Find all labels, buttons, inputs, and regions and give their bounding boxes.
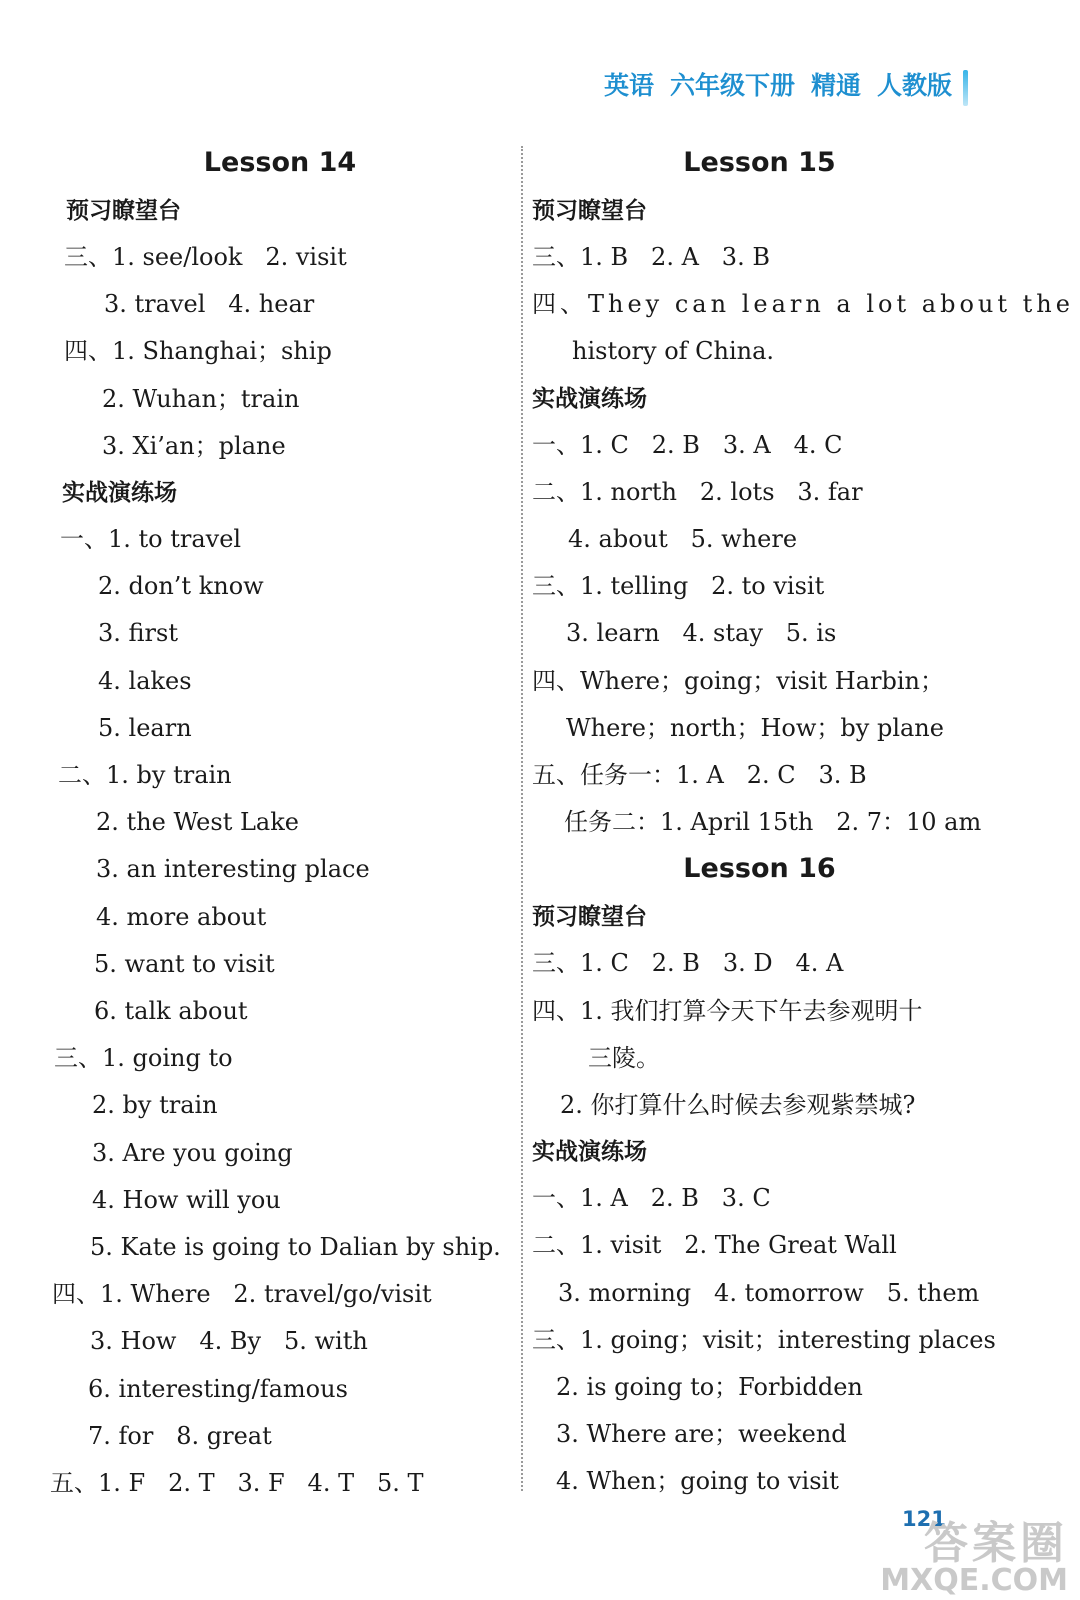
answer-line: 2. by train (92, 1091, 218, 1120)
watermark-text: 答案圈 (924, 1518, 1068, 1569)
answer-line: 4. How will you (92, 1185, 281, 1214)
answer-line: 四、1. Shanghai；ship (64, 337, 332, 366)
answer-line: 三陵。 (588, 1043, 660, 1072)
answer-line: 二、1. visit 2. The Great Wall (532, 1231, 897, 1260)
answer-line: 一、1. A 2. B 3. C (532, 1184, 771, 1213)
answer-line: 3. How 4. By 5. with (90, 1327, 368, 1356)
answer-line: 2. the West Lake (96, 808, 299, 837)
answer-line: 4. about 5. where (568, 525, 798, 554)
answer-line: 4. more about (96, 902, 267, 931)
answer-line: 五、任务一：1. A 2. C 3. B (532, 761, 867, 790)
header-subject: 英语 (603, 71, 654, 100)
answer-line: 3. Where are；weekend (556, 1420, 847, 1449)
answer-line: 四、Where；going；visit Harbin； (532, 666, 945, 695)
right-column (532, 140, 1074, 1506)
answer-line: 三、1. going；visit；interesting places (532, 1325, 996, 1354)
answer-line: 一、1. to travel (60, 525, 242, 554)
page-number: 121 (902, 1507, 946, 1531)
header-grade: 六年级下册 (669, 71, 795, 100)
left-column (50, 140, 510, 1507)
answer-line: 3. first (98, 619, 178, 648)
answer-line: 4. When；going to visit (556, 1467, 839, 1496)
answer-line: history of China. (572, 337, 775, 366)
header-edition: 人教版 (876, 71, 952, 100)
answer-line: 四、They can learn a lot about the (532, 290, 1074, 319)
section-practice: 实战演练场 (532, 1139, 647, 1166)
answer-line: 三、1. going to (54, 1044, 233, 1073)
answer-line: 2. don’t know (98, 572, 264, 601)
section-preview: 预习瞭望台 (66, 198, 181, 224)
answer-line: 任务二：1. April 15th 2. 7：10 am (564, 808, 982, 837)
answer-line: Where；north；How；by plane (566, 713, 944, 742)
header-accent-bar (963, 70, 968, 106)
header-series: 精通 (810, 71, 861, 100)
answer-line: 5. learn (98, 713, 192, 742)
section-preview: 预习瞭望台 (532, 198, 647, 224)
running-header (604, 66, 952, 102)
answer-line: 3. learn 4. stay 5. is (566, 619, 837, 648)
section-practice: 实战演练场 (62, 480, 177, 507)
answer-line: 3. an interesting place (96, 855, 370, 884)
lesson-16-title: Lesson 16 (683, 853, 836, 885)
answer-line: 2. Wuhan；train (102, 384, 300, 413)
answer-line: 3. Are you going (92, 1138, 293, 1167)
answer-line: 6. talk about (94, 997, 248, 1026)
answer-line: 5. want to visit (94, 949, 275, 978)
answer-line: 五、1. F 2. T 3. F 4. T 5. T (50, 1469, 424, 1498)
answer-line: 4. lakes (98, 666, 192, 695)
lesson-14-title: Lesson 14 (203, 147, 357, 178)
answer-line: 一、1. C 2. B 3. A 4. C (532, 430, 843, 459)
answer-line: 2. is going to；Forbidden (556, 1373, 863, 1402)
answer-line: 2. 你打算什么时候去参观紫禁城? (560, 1091, 916, 1120)
answer-line: 三、1. see/look 2. visit (64, 243, 347, 271)
answer-line: 二、1. by train (58, 761, 232, 790)
answer-line: 二、1. north 2. lots 3. far (532, 477, 863, 506)
section-preview: 预习瞭望台 (532, 904, 647, 931)
answer-line: 三、1. C 2. B 3. D 4. A (532, 949, 844, 978)
answer-line: 3. morning 4. tomorrow 5. them (558, 1278, 980, 1307)
lesson-15-title: Lesson 15 (683, 147, 836, 178)
answer-line: 6. interesting/famous (88, 1374, 348, 1403)
answer-line: 3. Xi’an；plane (102, 431, 286, 460)
answer-line: 5. Kate is going to Dalian by ship. (90, 1233, 501, 1262)
answer-line: 四、1. Where 2. travel/go/visit (52, 1280, 432, 1309)
answer-line: 三、1. B 2. A 3. B (532, 243, 770, 271)
watermark-url: MXQE.COM (880, 1563, 1068, 1598)
answer-line: 三、1. telling 2. to visit (532, 572, 825, 601)
column-divider (521, 146, 523, 1491)
answer-line: 7. for 8. great (88, 1421, 272, 1450)
section-practice: 实战演练场 (532, 385, 647, 412)
answer-line: 3. travel 4. hear (104, 290, 315, 319)
answer-line: 四、1. 我们打算今天下午去参观明十 (532, 996, 923, 1025)
